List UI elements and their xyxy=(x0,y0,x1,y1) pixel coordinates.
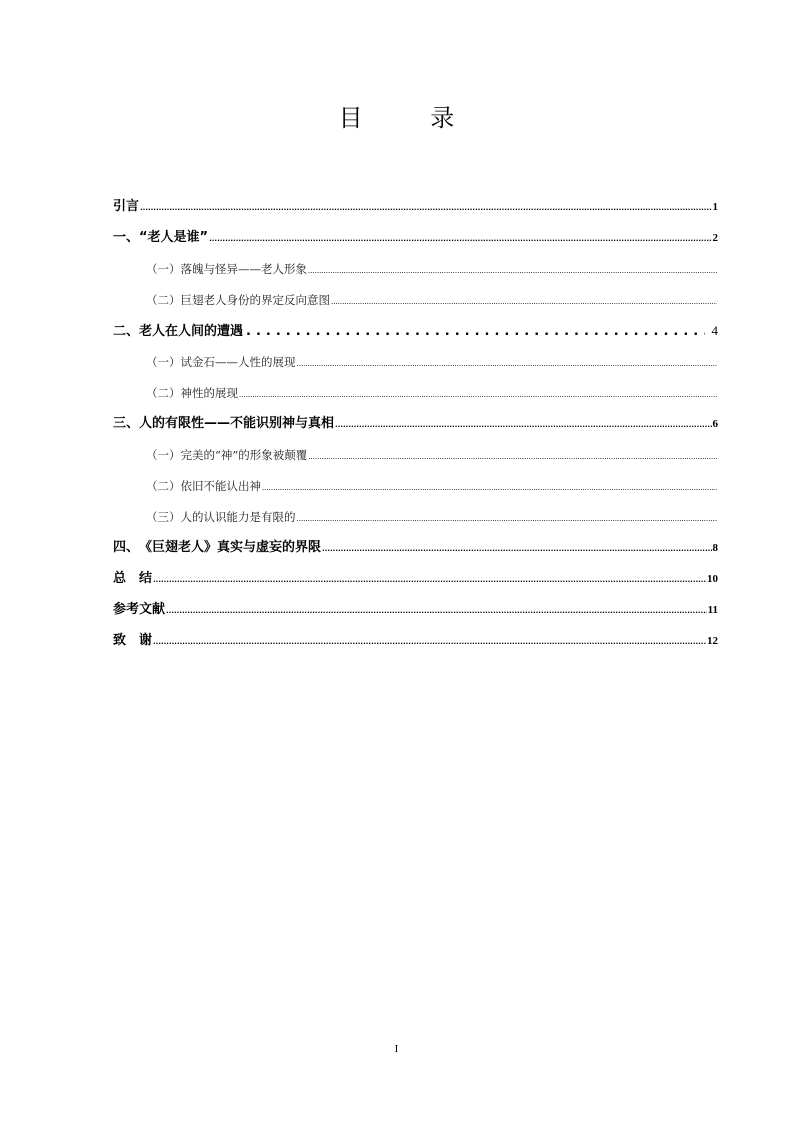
toc-entry-section-3-1[interactable] xyxy=(113,444,718,475)
toc-entry-section-3-2[interactable] xyxy=(113,475,718,506)
toc-entry-text: “老人是谁” xyxy=(139,230,209,245)
toc-leader-dots xyxy=(322,544,711,554)
toc-entry-number: 四、 xyxy=(113,540,140,555)
toc-leader-dots xyxy=(297,514,718,524)
toc-entry-section-1-1[interactable] xyxy=(113,258,718,289)
toc-leader-dots xyxy=(153,575,706,585)
toc-entry-text: （一）完美的“神”的形象被颠覆 xyxy=(146,448,308,462)
toc-page-number: 11 xyxy=(707,604,718,616)
toc-leader-dots xyxy=(335,420,711,430)
toc-entry-text: （三）人的认识能力是有限的 xyxy=(146,510,296,524)
page-title: 目 录 xyxy=(338,104,485,132)
toc-leader-dots xyxy=(297,359,718,369)
toc-page-number: 8 xyxy=(712,542,718,554)
toc-entry-text: 总 结 xyxy=(113,571,153,586)
toc-entry-references[interactable] xyxy=(113,599,718,630)
toc-page-number: 4 xyxy=(711,323,718,338)
toc-entry-text: （二）神性的展现 xyxy=(146,386,238,400)
toc-page-number: 12 xyxy=(707,635,718,647)
toc-page-number: 2 xyxy=(712,232,718,244)
toc-entry-chapter-2[interactable] xyxy=(113,320,718,351)
toc-entry-section-2-2[interactable] xyxy=(113,382,718,413)
toc-leader-dots xyxy=(308,452,717,462)
toc-entry-chapter-4[interactable] xyxy=(113,537,718,568)
toc-leader-dots xyxy=(246,327,704,337)
footer-page-number: I xyxy=(394,1043,399,1055)
toc-leader-dots xyxy=(262,483,717,493)
toc-entry-text: 《巨翅老人》真实与虚妄的界限 xyxy=(139,540,322,555)
toc-entry-text: （二）巨翅老人身份的界定反向意图 xyxy=(146,293,330,307)
toc-leader-dots xyxy=(140,203,711,213)
toc-entry-text: 老人在人间的遭遇 xyxy=(139,324,244,339)
toc-page-number: 10 xyxy=(707,573,718,585)
toc-leader-dots xyxy=(331,297,717,307)
toc-entry-text: （二）依旧不能认出神 xyxy=(146,479,261,493)
toc-entry-text: 参考文献 xyxy=(113,602,166,617)
toc-entry-intro[interactable] xyxy=(113,196,718,227)
toc-leader-dots xyxy=(153,637,706,647)
toc-entry-number: 三、 xyxy=(113,416,140,431)
toc-entry-chapter-3[interactable] xyxy=(113,413,718,444)
toc-entry-text: 人的有限性——不能识别神与真相 xyxy=(139,416,335,431)
toc-leader-dots xyxy=(308,266,717,276)
toc-entry-chapter-1[interactable] xyxy=(113,227,718,258)
toc-entry-section-1-2[interactable] xyxy=(113,289,718,320)
toc-page-number: 1 xyxy=(712,201,718,213)
toc-entry-text: 致 谢 xyxy=(113,633,153,648)
toc-entry-conclusion[interactable] xyxy=(113,568,718,599)
toc-entry-number: 二、 xyxy=(113,324,140,339)
toc-entry-section-2-1[interactable] xyxy=(113,351,718,382)
table-of-contents xyxy=(113,196,718,661)
toc-entry-text: （一）试金石——人性的展现 xyxy=(146,355,296,369)
toc-page-number: 6 xyxy=(712,418,718,430)
toc-entry-text: 引言 xyxy=(113,199,140,214)
toc-entry-number: 一、 xyxy=(113,230,140,245)
toc-leader-dots xyxy=(239,390,717,400)
toc-leader-dots xyxy=(166,606,707,616)
toc-entry-acknowledgements[interactable] xyxy=(113,630,718,661)
toc-leader-dots xyxy=(209,234,711,244)
toc-entry-text: （一）落魄与怪异——老人形象 xyxy=(146,262,307,276)
toc-entry-section-3-3[interactable] xyxy=(113,506,718,537)
